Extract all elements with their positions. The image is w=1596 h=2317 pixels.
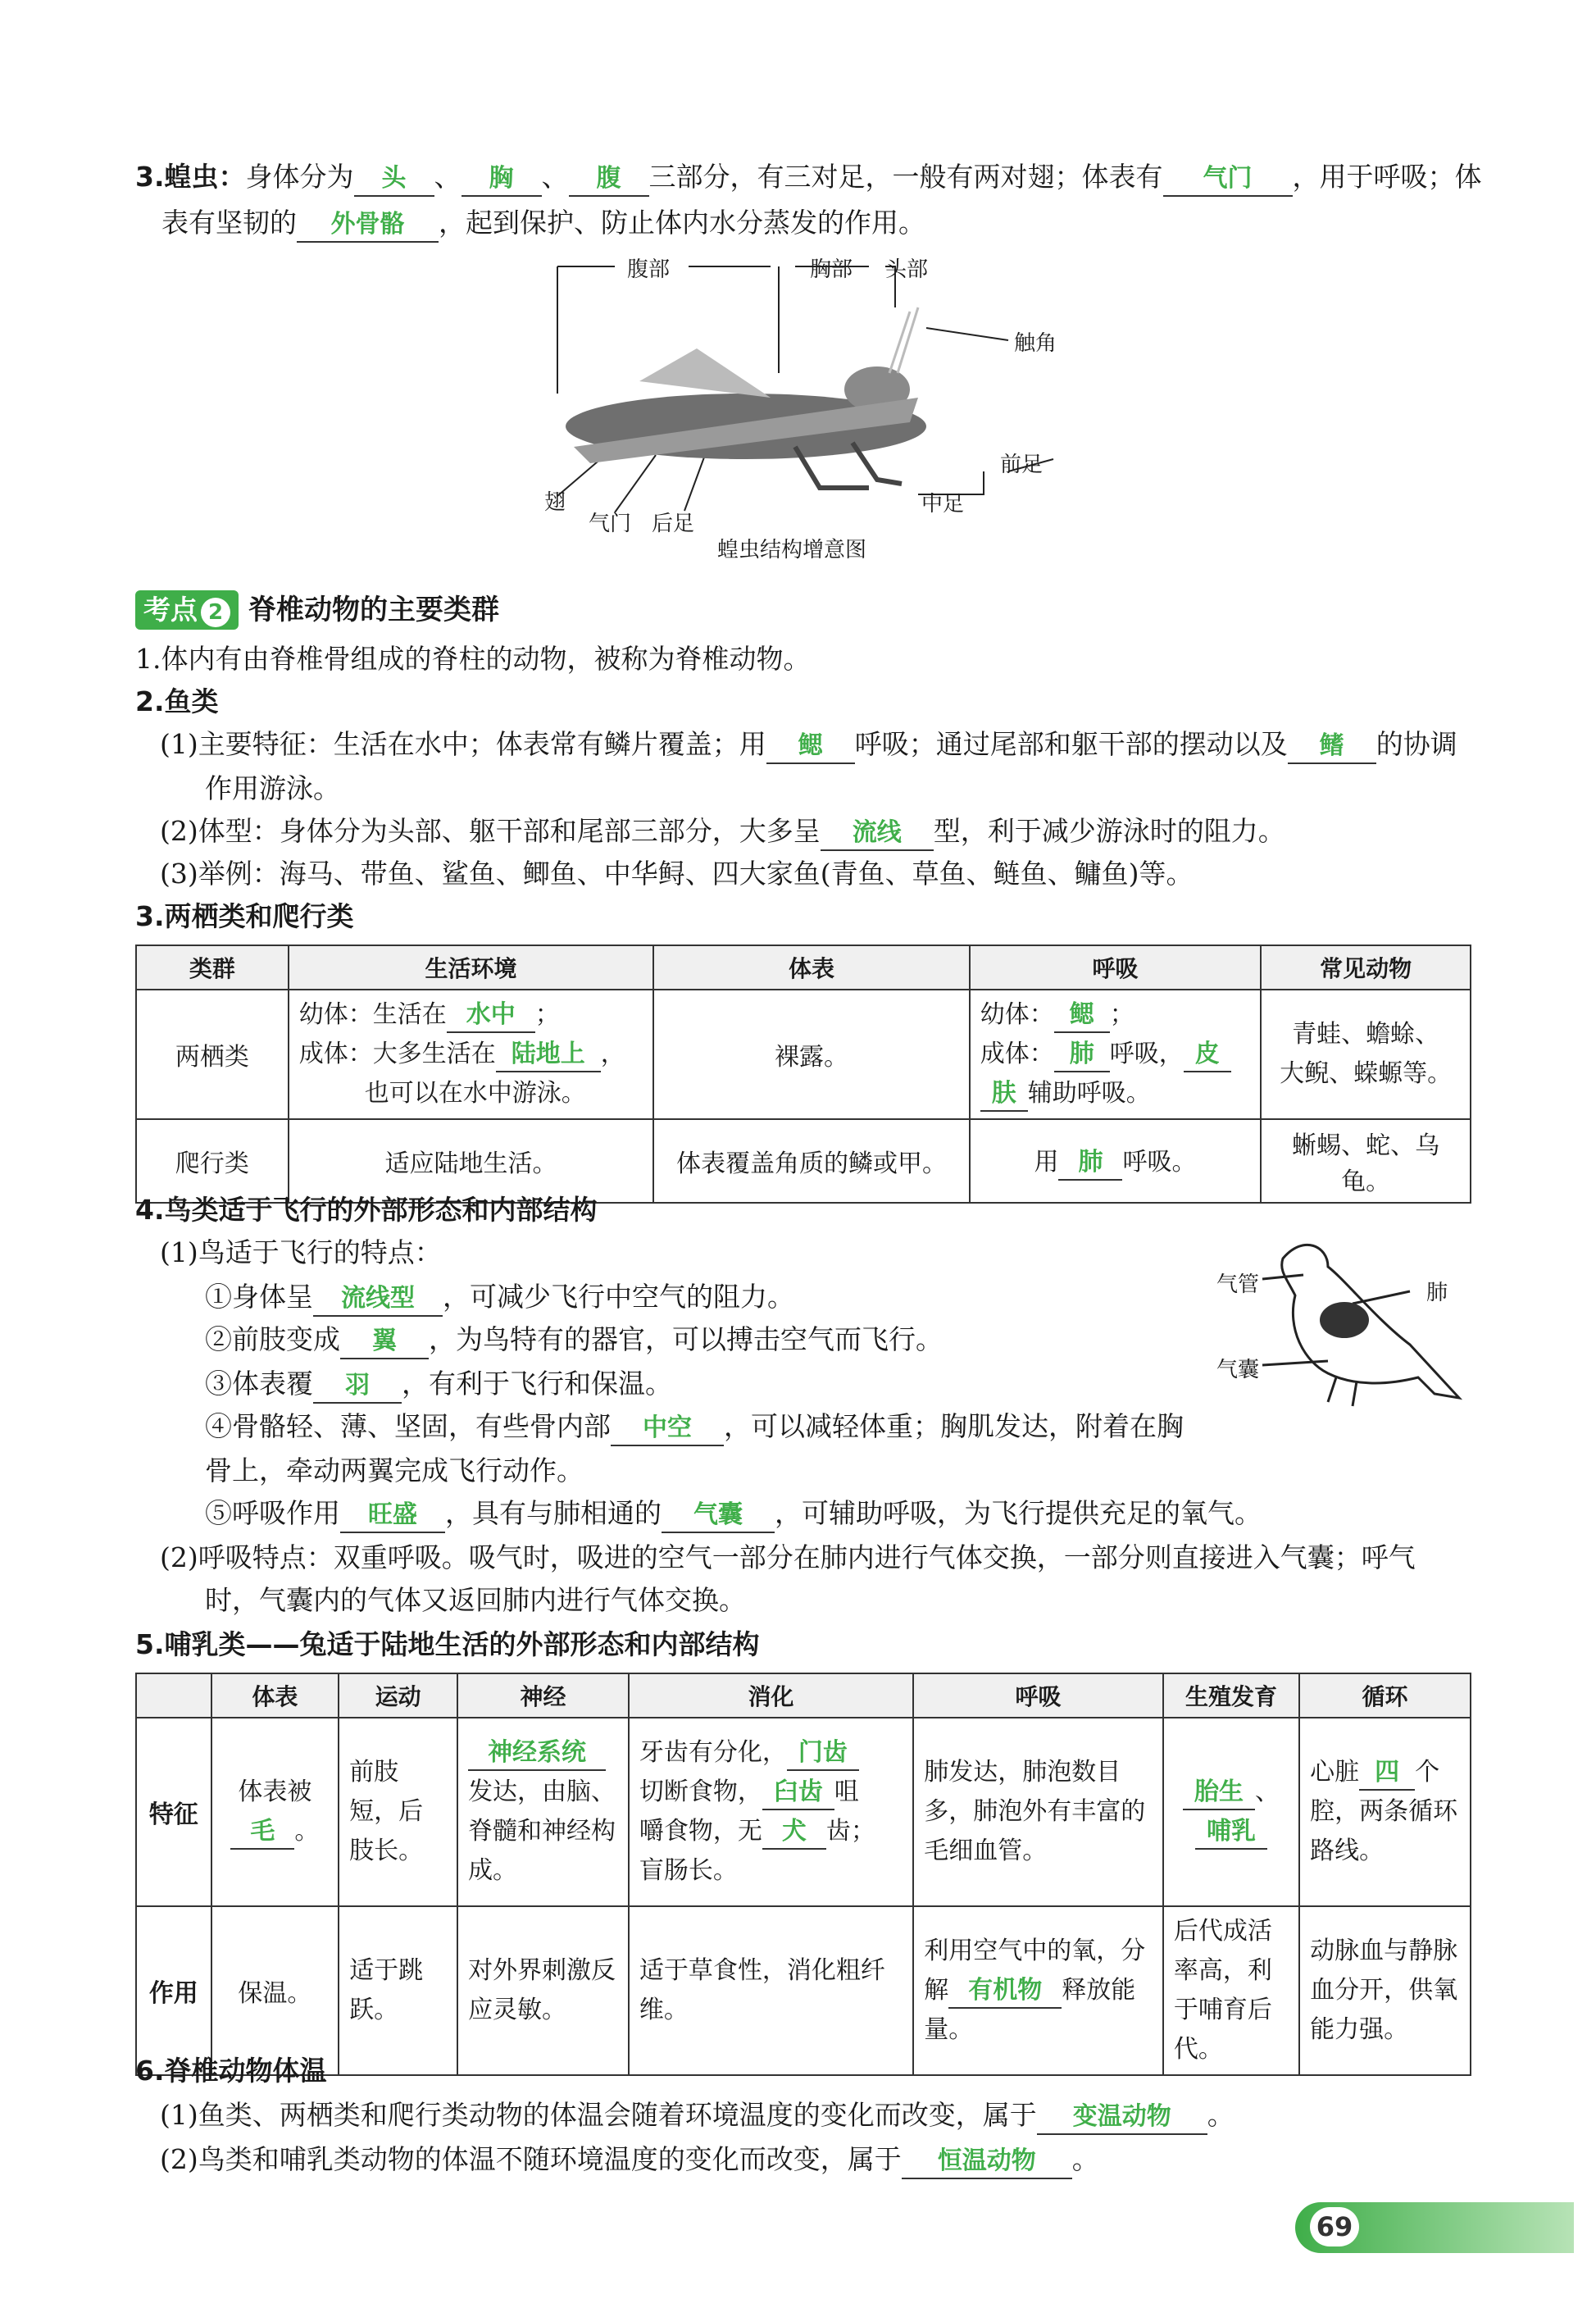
table-header: 生活环境 <box>289 945 653 990</box>
temp-title: 6.脊椎动物体温 <box>135 2055 327 2087</box>
table-cell: 体表覆盖角质的鳞或甲。 <box>653 1119 969 1203</box>
label-forefoot: 前足 <box>1000 453 1044 477</box>
bird-label-lung: 肺 <box>1426 1281 1448 1305</box>
answer-blank: 胸 <box>462 162 542 197</box>
lung-shape <box>1320 1302 1369 1338</box>
table-cell: 爬行类 <box>136 1119 289 1203</box>
section-title: 蝗虫： <box>164 161 246 193</box>
bird-feature-3 <box>205 1364 672 1404</box>
label-abdomen: 腹部 <box>627 257 671 282</box>
bird-feature-4 <box>205 1407 1184 1446</box>
tag-number: 2 <box>201 598 230 627</box>
answer-blank: 鳃 <box>766 730 855 764</box>
keypoint-title: 脊椎动物的主要类群 <box>248 594 499 626</box>
mammal-title: 5.哺乳类——兔适于陆地生活的外部形态和内部结构 <box>135 1628 760 1660</box>
answer-blank: 犬 <box>762 1815 826 1850</box>
amph-title: 3.两栖类和爬行类 <box>135 900 354 932</box>
text: ，具有与肺相通的 <box>445 1497 662 1529</box>
label-spiracle: 气门 <box>589 512 632 536</box>
answer-blank: 有机物 <box>948 1974 1062 2009</box>
tag-label: 考点 <box>143 594 198 626</box>
answer-blank: 流线型 <box>313 1282 443 1317</box>
text: 型，利于减少游泳时的阻力。 <box>933 815 1285 847</box>
locust-line-2 <box>161 203 925 243</box>
table-header-row <box>136 1673 1471 1718</box>
answer-blank: 水中 <box>447 999 535 1033</box>
label-hindfoot: 后足 <box>652 512 695 536</box>
table-row <box>136 1906 1471 2075</box>
table-header <box>136 1673 211 1718</box>
table-cell <box>1299 1718 1471 1906</box>
fish-line-2 <box>160 812 1285 851</box>
locust-line-1 <box>135 157 1482 197</box>
text: 用 <box>1034 1148 1059 1177</box>
bird-label-airsac: 气囊 <box>1216 1358 1260 1382</box>
text: 发达，由脑、脊髓和神经构成。 <box>468 1778 616 1885</box>
bird-feature-2 <box>205 1320 943 1359</box>
table-cell <box>970 1119 1262 1203</box>
table-cell <box>629 1718 913 1906</box>
text: ①身体呈 <box>205 1281 313 1313</box>
text: 、 <box>434 161 462 193</box>
fish-line-1 <box>160 725 1457 764</box>
table-cell: 后代成活率高，利于哺育后代。 <box>1163 1906 1299 2075</box>
answer-blank: 毛 <box>230 1815 294 1850</box>
bird-line-2b: 时，气囊内的气体又返回肺内进行气体交换。 <box>205 1584 746 1616</box>
keypoint-tag <box>135 590 239 630</box>
table-cell: 适应陆地生活。 <box>289 1119 653 1203</box>
text: 辅助呼吸。 <box>1027 1079 1151 1108</box>
table-cell <box>211 1718 339 1906</box>
table-cell <box>289 990 653 1119</box>
text: ，可减少飞行中空气的阻力。 <box>443 1281 794 1313</box>
section-number: 3. <box>135 161 165 193</box>
bird-label-trachea: 气管 <box>1216 1272 1260 1297</box>
text: 利用空气中的氧，分解 <box>924 1937 1146 2005</box>
bird-feature-5 <box>205 1494 1262 1533</box>
label-thorax: 胸部 <box>810 257 853 282</box>
text: 嚼食物，无 <box>639 1817 762 1846</box>
text: ，可辅助呼吸，为飞行提供充足的氧气。 <box>775 1497 1262 1529</box>
table-header: 运动 <box>339 1673 457 1718</box>
text: 、 <box>1255 1778 1280 1806</box>
text: 幼体： <box>980 1000 1054 1029</box>
answer-blank: 臼齿 <box>762 1776 834 1810</box>
table-cell: 肺发达，肺泡数目多，肺泡外有丰富的毛细血管。 <box>913 1718 1163 1906</box>
text: 释放能量。 <box>924 1976 1136 2044</box>
text: 。 <box>294 1817 320 1846</box>
label-head: 头部 <box>885 257 929 282</box>
answer-blank: 陆地上 <box>496 1038 601 1072</box>
text: 大鲵、蝾螈等。 <box>1280 1059 1453 1088</box>
text: 个腔，两条循环路线。 <box>1310 1758 1458 1865</box>
table-header: 体表 <box>211 1673 339 1718</box>
text: ④骨骼轻、薄、坚固，有些骨内部 <box>205 1410 611 1442</box>
table-header: 循环 <box>1299 1673 1471 1718</box>
table-header: 消化 <box>629 1673 913 1718</box>
answer-blank: 鳃 <box>1054 999 1110 1033</box>
table-cell: 动脉血与静脉血分开，供氧能力强。 <box>1299 1906 1471 2075</box>
answer-blank: 腹 <box>569 162 649 197</box>
text: ，可以减轻体重；胸肌发达，附着在胸 <box>724 1410 1184 1442</box>
answer-blank: 肺 <box>1054 1038 1110 1072</box>
page-number: 69 <box>1310 2207 1359 2246</box>
temp-line-1 <box>160 2096 1235 2135</box>
table-cell: 保温。 <box>211 1906 339 2075</box>
table-cell: 两栖类 <box>136 990 289 1119</box>
table-cell: 特征 <box>136 1718 211 1906</box>
text: ； <box>534 1000 560 1029</box>
answer-blank: 外骨骼 <box>297 208 439 243</box>
answer-blank: 胎生 <box>1183 1776 1255 1810</box>
answer-blank: 鳍 <box>1288 730 1376 764</box>
table-header: 生殖发育 <box>1163 1673 1299 1718</box>
text: ③体表覆 <box>205 1368 313 1400</box>
amph-table <box>135 945 1471 1204</box>
answer-blank: 气门 <box>1163 162 1293 197</box>
answer-blank: 变温动物 <box>1037 2101 1207 2135</box>
text: 盲肠长。 <box>639 1856 738 1885</box>
text: ，有利于飞行和保温。 <box>402 1368 672 1400</box>
answer-blank: 门齿 <box>787 1737 859 1771</box>
vertebrate-definition: 1.体内有由脊椎骨组成的脊柱的动物，被称为脊椎动物。 <box>135 643 811 675</box>
mammal-table <box>135 1673 1471 2076</box>
text: 呼吸， <box>1109 1040 1184 1068</box>
table-cell: 裸露。 <box>653 990 969 1119</box>
fish-line-3: (3)举例：海马、带鱼、鲨鱼、鲫鱼、中华鲟、四大家鱼(青鱼、草鱼、鲢鱼、鳙鱼)等。 <box>160 858 1194 890</box>
table-cell: 适于草食性，消化粗纤维。 <box>629 1906 913 2075</box>
table-cell: 作用 <box>136 1906 211 2075</box>
answer-blank: 气囊 <box>662 1499 775 1533</box>
bird-line-2a: (2)呼吸特点：双重呼吸。吸气时，吸进的空气一部分在肺内进行气体交换，一部分则直接进入气囊；呼气 <box>160 1541 1416 1573</box>
text: 表有坚韧的 <box>161 207 297 239</box>
text: ， <box>600 1040 625 1068</box>
text: 齿； <box>825 1817 875 1846</box>
text: 切断食物， <box>639 1778 762 1806</box>
bird-title: 4.鸟类适于飞行的外部形态和内部结构 <box>135 1194 598 1226</box>
table-header: 类群 <box>136 945 289 990</box>
table-header: 体表 <box>653 945 969 990</box>
text: 。 <box>1207 2099 1235 2131</box>
text: 。 <box>1071 2143 1099 2175</box>
text: 、 <box>541 161 569 193</box>
text: 呼吸。 <box>1122 1148 1197 1177</box>
table-cell <box>1261 990 1471 1119</box>
table-cell <box>1163 1718 1299 1906</box>
table-row <box>136 1718 1471 1906</box>
text: ，用于呼吸；体 <box>1292 161 1482 193</box>
text: 咀 <box>834 1778 859 1806</box>
text: ，起到保护、防止体内水分蒸发的作用。 <box>439 207 925 239</box>
text: 牙齿有分化， <box>639 1738 787 1767</box>
text: ，为鸟特有的器官，可以搏击空气而飞行。 <box>429 1323 943 1355</box>
text: 也可以在水中游泳。 <box>364 1079 586 1108</box>
diagram-caption: 蝗虫结构增意图 <box>717 538 867 562</box>
label-wing: 翅 <box>544 490 566 515</box>
table-cell <box>457 1718 629 1906</box>
table-cell <box>913 1906 1163 2075</box>
answer-blank: 羽 <box>313 1369 402 1404</box>
answer-blank: 头 <box>354 162 434 197</box>
table-cell: 对外界刺激反应灵敏。 <box>457 1906 629 2075</box>
text: 体表被 <box>238 1778 312 1806</box>
answer-blank: 皮 <box>1184 1038 1231 1072</box>
bird-diagram <box>1213 1230 1484 1427</box>
label-antenna: 触角 <box>1014 331 1057 356</box>
text: ⑤呼吸作用 <box>205 1497 340 1529</box>
text: 的协调 <box>1375 728 1457 760</box>
table-cell <box>970 990 1262 1119</box>
table-cell: 适于跳跃。 <box>339 1906 457 2075</box>
answer-blank: 四 <box>1359 1756 1415 1791</box>
answer-blank: 恒温动物 <box>902 2145 1072 2179</box>
text: ； <box>1109 1000 1134 1029</box>
page-number-badge <box>1295 2202 1574 2253</box>
text: (1)主要特征：生活在水中；体表常有鳞片覆盖；用 <box>160 728 766 760</box>
locust-body <box>566 307 926 488</box>
keypoint-heading <box>135 590 499 630</box>
bird-feature-1 <box>205 1277 794 1317</box>
table-header: 常见动物 <box>1261 945 1471 990</box>
answer-blank: 中空 <box>611 1412 724 1446</box>
text: 身体分为 <box>245 161 354 193</box>
text: (2)体型：身体分为头部、躯干部和尾部三部分，大多呈 <box>160 815 821 847</box>
table-cell: 蜥蜴、蛇、乌龟。 <box>1261 1119 1471 1203</box>
text: 成体：大多生活在 <box>298 1040 496 1068</box>
label-midfoot: 中足 <box>921 492 965 517</box>
table-header-row <box>136 945 1471 990</box>
answer-blank: 旺盛 <box>340 1499 445 1533</box>
text: ②前肢变成 <box>205 1323 340 1355</box>
text: (1)鱼类、两栖类和爬行类动物的体温会随着环境温度的变化而改变，属于 <box>160 2099 1037 2131</box>
text: (2)鸟类和哺乳类动物的体温不随环境温度的变化而改变，属于 <box>160 2143 902 2175</box>
temp-line-2 <box>160 2140 1099 2179</box>
answer-blank: 流线 <box>821 817 934 851</box>
answer-blank: 神经系统 <box>468 1737 606 1771</box>
text: 心脏 <box>1310 1758 1360 1787</box>
text: 青蛙、蟾蜍、 <box>1292 1020 1440 1049</box>
text: 幼体：生活在 <box>298 1000 447 1029</box>
fish-title: 2.鱼类 <box>135 685 219 717</box>
text: 三部分，有三对足，一般有两对翅；体表有 <box>648 161 1163 193</box>
bird-feature-4b: 骨上，牵动两翼完成飞行动作。 <box>205 1454 584 1486</box>
table-header: 神经 <box>457 1673 629 1718</box>
table-cell: 前肢短，后肢长。 <box>339 1718 457 1906</box>
table-header: 呼吸 <box>970 945 1262 990</box>
answer-blank: 哺乳 <box>1195 1815 1267 1850</box>
bird-line-1: (1)鸟适于飞行的特点： <box>160 1236 442 1268</box>
text: 呼吸；通过尾部和躯干部的摆动以及 <box>854 728 1288 760</box>
answer-blank: 肤 <box>980 1077 1028 1112</box>
table-header: 呼吸 <box>913 1673 1163 1718</box>
fish-line-1b: 作用游泳。 <box>205 772 340 804</box>
text: 成体： <box>980 1040 1054 1068</box>
answer-blank: 翼 <box>340 1325 429 1359</box>
table-row <box>136 990 1471 1119</box>
answer-blank: 肺 <box>1058 1146 1122 1181</box>
